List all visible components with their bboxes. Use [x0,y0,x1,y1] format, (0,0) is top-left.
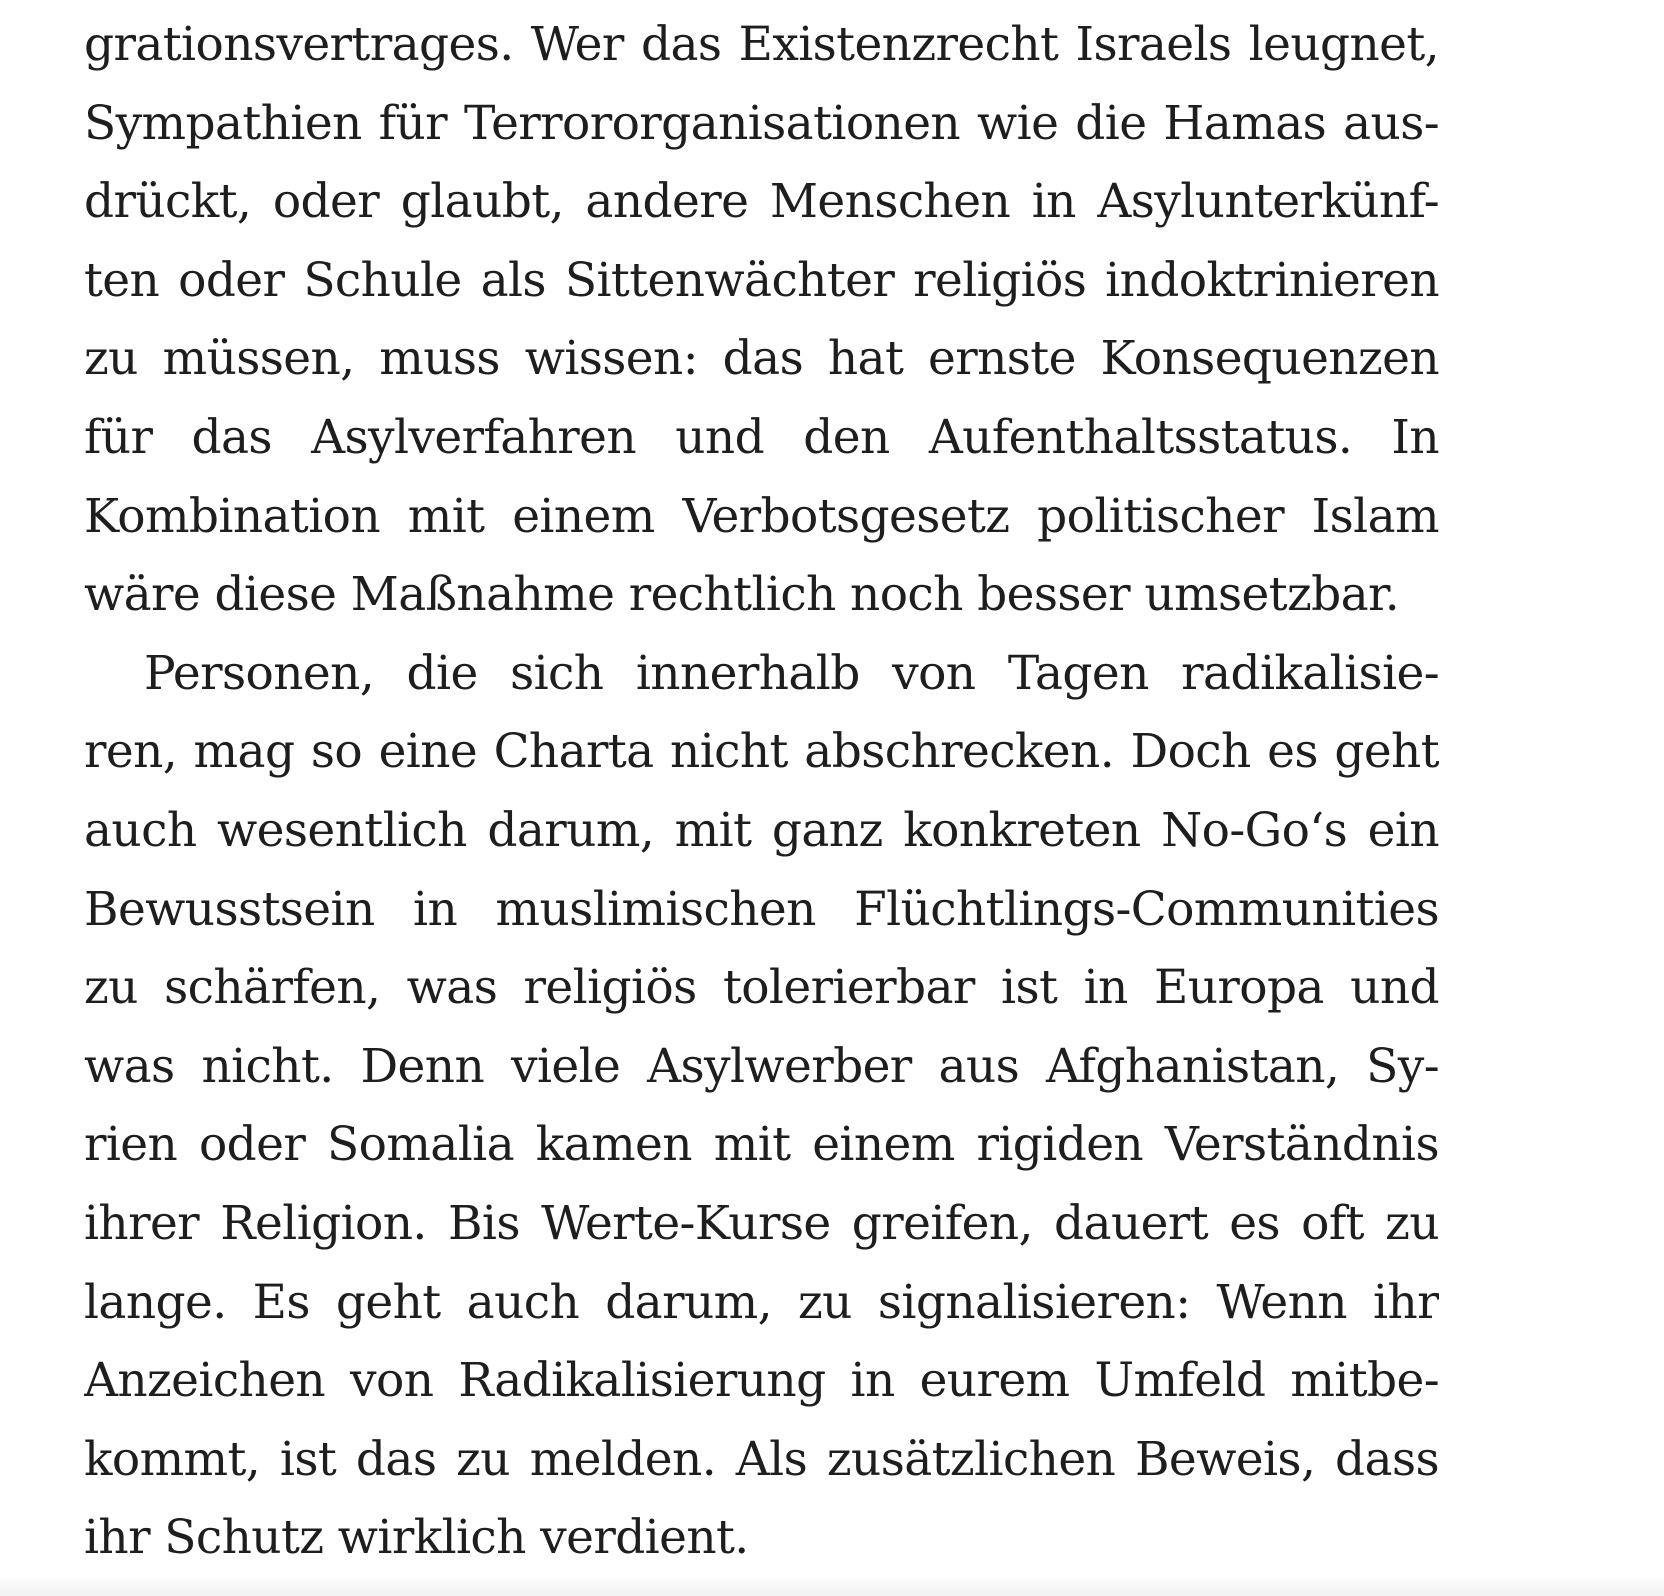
paragraph-2 [84,635,1439,1578]
text-line: für das Asylverfahren und den Aufenthaltsstatus. In [84,409,1439,465]
text-line: wäre diese Maßnahme rechtlich noch besser umsetzbar. [84,567,1400,623]
text-line: Bewusstsein in muslimischen Flüchtlings-Communities [84,881,1439,937]
text-line: Kombination mit einem Verbotsgesetz politischer Islam [84,488,1439,544]
text-line: was nicht. Denn viele Asylwerber aus Afghanistan, Sy- [84,1038,1439,1094]
text-line: lange. Es geht auch darum, zu signalisieren: Wenn ihr [84,1274,1439,1330]
text-line: rien oder Somalia kamen mit einem rigiden Verständnis [84,1117,1439,1173]
text-line: kommt, ist das zu melden. Als zusätzlichen Beweis, dass [84,1431,1439,1487]
text-line: zu müssen, muss wissen: das hat ernste Konsequenzen [84,331,1439,387]
text-line: ihr Schutz wirklich verdient. [84,1510,749,1566]
paragraph-1 [84,6,1439,635]
text-line: zu schärfen, was religiös tolerierbar ist in Europa und [84,960,1439,1016]
text-line: auch wesentlich darum, mit ganz konkreten No-Go‘s ein [84,802,1439,858]
page-bottom-edge [0,1574,1664,1596]
text-line: ren, mag so eine Charta nicht abschrecken. Doch es geht [84,724,1439,780]
text-line: ten oder Schule als Sittenwächter religiös indoktrinieren [84,252,1439,308]
body-text [84,6,1439,1578]
text-line: Anzeichen von Radikalisierung in eurem Umfeld mitbe- [84,1353,1439,1409]
text-line: drückt, oder glaubt, andere Menschen in Asylunterkünf- [84,174,1439,230]
text-line: grationsvertrages. Wer das Existenzrecht Israels leugnet, [84,17,1439,72]
text-line: ihrer Religion. Bis Werte-Kurse greifen, dauert es oft zu [84,1195,1439,1251]
text-line: Sympathien für Terrororganisationen wie die Hamas aus- [84,95,1439,151]
text-line: Personen, die sich innerhalb von Tagen radikalisie- [144,645,1439,701]
